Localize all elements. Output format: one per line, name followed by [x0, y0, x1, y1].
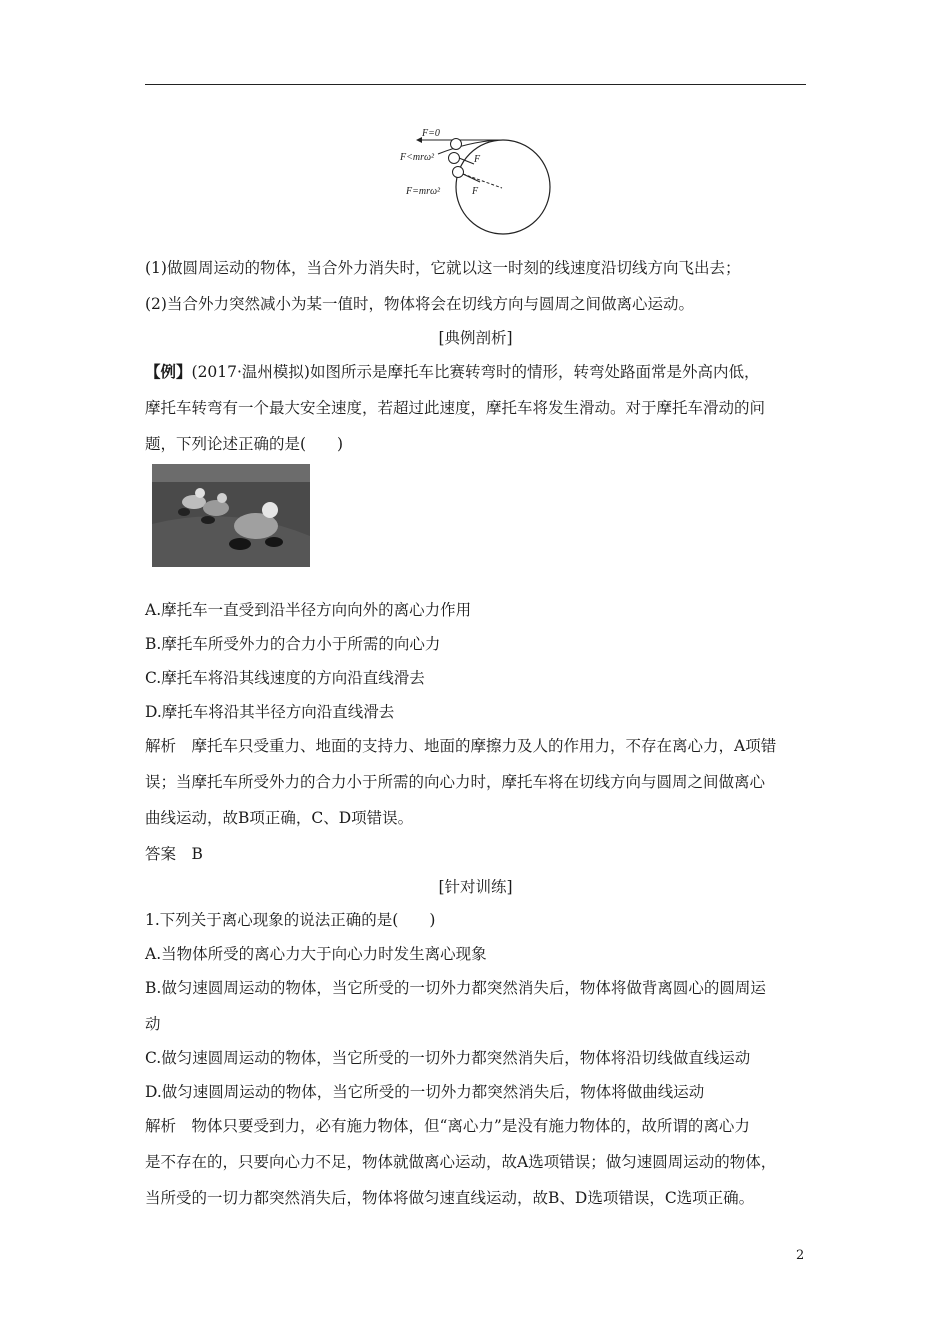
section-title-training: [针对训练]: [438, 878, 513, 896]
option-c: C.摩托车将沿其线速度的方向沿直线滑去: [145, 669, 425, 687]
q1-option-a: A.当物体所受的离心力大于向心力时发生离心现象: [145, 945, 487, 963]
motorcycle-photo: [152, 464, 310, 567]
option-d: D.摩托车将沿其半径方向沿直线滑去: [145, 703, 395, 721]
answer: 答案 B: [145, 845, 203, 863]
label-f-less: F<mrω²: [400, 152, 435, 163]
label-f-b: F: [472, 186, 479, 197]
q1-option-b-cont: 动: [145, 1015, 161, 1033]
q1-analysis-line-1: 解析 物体只要受到力，必有施力物体，但“离心力”是没有施力物体的，故所谓的离心力: [145, 1117, 750, 1135]
option-a: A.摩托车一直受到沿半径方向向外的离心力作用: [145, 601, 472, 619]
orbit-circle: [456, 140, 550, 234]
option-b: B.摩托车所受外力的合力小于所需的向心力: [145, 635, 441, 653]
q1-analysis-line-3: 当所受的一切力都突然消失后，物体将做匀速直线运动，故B、D选项错误，C选项正确。: [145, 1189, 755, 1207]
label-f-a: F: [474, 154, 481, 165]
paragraph-2: (2)当合外力突然减小为某一值时，物体将会在切线方向与圆周之间做离心运动。: [145, 295, 694, 313]
q1-option-c: C.做匀速圆周运动的物体，当它所受的一切外力都突然消失后，物体将沿切线做直线运动: [145, 1049, 751, 1067]
section-title-example: [典例剖析]: [438, 329, 513, 347]
analysis-line-1: 解析 摩托车只受重力、地面的支持力、地面的摩擦力及人的作用力，不存在离心力，A项错: [145, 737, 777, 755]
example-line-1: [145, 362, 760, 382]
example-text-1: (2017·温州模拟)如图所示是摩托车比赛转弯时的情形，转弯处路面常是外高内低，: [191, 363, 760, 381]
question-1: 1.下列关于离心现象的说法正确的是( ): [145, 911, 436, 929]
example-line-2: 摩托车转弯有一个最大安全速度，若超过此速度，摩托车将发生滑动。对于摩托车滑动的问: [145, 399, 766, 417]
q1-option-b: B.做匀速圆周运动的物体，当它所受的一切外力都突然消失后，物体将做背离圆心的圆周运: [145, 979, 766, 997]
q1-analysis-line-2: 是不存在的，只要向心力不足，物体就做离心运动，故A选项错误；做匀速圆周运动的物体，: [145, 1153, 777, 1171]
label-f-equal: F=mrω²: [406, 186, 441, 197]
label-f-zero: F=0: [422, 128, 440, 139]
header-rule: [145, 84, 806, 85]
ball-2: [449, 153, 460, 164]
q1-option-d: D.做匀速圆周运动的物体，当它所受的一切外力都突然消失后，物体将做曲线运动: [145, 1083, 705, 1101]
example-tag: 【例】: [145, 362, 192, 381]
example-line-3: 题，下列论述正确的是( ): [145, 435, 344, 453]
ball-1: [451, 139, 462, 150]
analysis-line-3: 曲线运动，故B项正确，C、D项错误。: [145, 809, 414, 827]
analysis-line-2: 误；当摩托车所受外力的合力小于所需的向心力时，摩托车将在切线方向与圆周之间做离心: [145, 773, 766, 791]
centrifugal-diagram: [398, 122, 558, 247]
ball-3: [453, 167, 464, 178]
paragraph-1: (1)做圆周运动的物体，当合外力消失时，它就以这一时刻的线速度沿切线方向飞出去；: [145, 259, 741, 277]
page-number: 2: [796, 1248, 805, 1263]
